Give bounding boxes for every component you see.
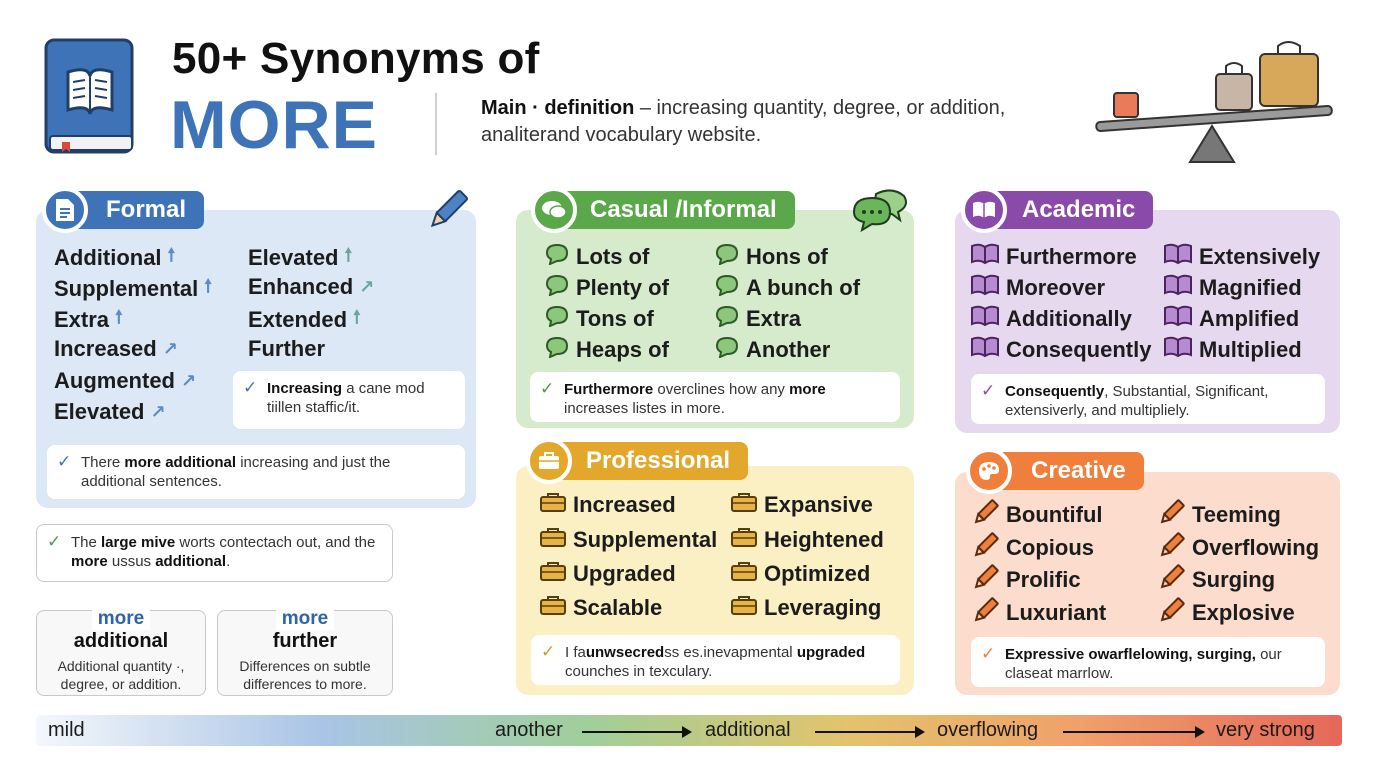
note-text: ussus [107,553,156,570]
speech-bubble-icon [714,243,740,271]
arrow-right-icon [815,731,923,733]
casual-word-text: Heaps of [576,337,669,362]
formal-word [248,243,352,273]
briefcase-small-icon [539,594,567,622]
formal-word [248,336,325,362]
creative-label-text: Creative [1031,457,1126,484]
academic-word-text: Moreover [1006,275,1106,300]
academic-word [970,274,1105,302]
formal-word-text: Elevated [248,245,339,270]
word-card-desc: Differences on subtle differences to more. [239,658,371,692]
word-card-tag: more [92,608,150,630]
academic-word-text: Multiplied [1199,337,1302,362]
note-bold: more [789,381,826,398]
formal-word-text: Supplemental [54,276,199,301]
professional-word-text: Heightened [764,527,884,552]
briefcase-small-icon [730,560,758,588]
creative-word [1158,564,1275,596]
arrow-up-icon: 🠕 [115,307,123,327]
definition-body: – increasing quantity, degree, or addition, analiterand vocabulary website. [481,97,1006,146]
formal-word [54,305,123,335]
pencil-icon [424,186,472,234]
check-icon: ✓ [540,379,555,398]
formal-word [54,399,166,425]
briefcase-small-icon [730,491,758,519]
casual-word [544,305,654,333]
note-bold: additional [155,553,227,570]
book-small-icon [970,243,1000,271]
book-icon [44,38,136,156]
professional-word [730,491,873,519]
professional-word [730,560,870,588]
casual-word-text: A bunch of [746,275,861,300]
professional-word-text: Increased [573,492,676,517]
professional-word [539,491,676,519]
casual-label [544,191,795,229]
arrow-up-right-icon: ↗ [162,338,178,359]
formal-word [248,274,374,300]
definition-text [481,95,1081,149]
casual-word [544,274,669,302]
arrow-right-icon [582,731,690,733]
book-small-icon [970,336,1000,364]
formal-inner-note [233,371,465,429]
professional-word-text: Expansive [764,492,873,517]
creative-word-text: Copious [1006,535,1094,560]
professional-word [730,594,881,622]
professional-word [539,594,662,622]
book-small-icon [1163,243,1193,271]
creative-word-text: Prolific [1006,567,1081,592]
note-text: counches in texculary. [565,663,713,680]
academic-word [1163,274,1302,302]
casual-word-text: Hons of [746,244,828,269]
creative-word [972,564,1081,596]
briefcase-small-icon [539,560,567,588]
speech-bubble-icon [544,336,570,364]
check-icon: ✓ [47,532,62,551]
book-small-icon [970,305,1000,333]
arrow-right-icon [1063,731,1203,733]
professional-word-text: Supplemental [573,527,718,552]
example-note [36,524,393,582]
formal-word-text: Extended [248,307,348,332]
creative-word [1158,499,1281,531]
speech-bubble-icon [714,336,740,364]
briefcase-small-icon [539,491,567,519]
arrow-up-right-icon: ↗ [359,276,375,297]
note-bold: large mive [101,534,176,551]
briefcase-small-icon [730,594,758,622]
scale-label-mild: mild [48,719,85,741]
creative-word [972,532,1094,564]
professional-word-text: Optimized [764,561,871,586]
pencil-small-icon [972,532,1000,564]
creative-word [1158,532,1319,564]
academic-word-text: Consequently [1006,337,1152,362]
academic-word [970,305,1132,333]
casual-word-text: Plenty of [576,275,669,300]
scale-bar-tip [1330,715,1342,746]
casual-word [714,243,828,271]
speech-bubble-icon [544,243,570,271]
academic-word-text: Amplified [1199,306,1300,331]
formal-word [54,368,196,394]
academic-word-text: Additionally [1006,306,1132,331]
briefcase-small-icon [539,526,567,554]
document-icon [42,187,88,233]
formal-word-text: Extra [54,307,110,332]
note-text: overclines how any [653,381,790,398]
note-text: increasing and just the additional sentences. [81,454,391,490]
pencil-small-icon [1158,532,1186,564]
formal-word [54,274,212,304]
check-icon: ✓ [57,452,72,471]
creative-word-text: Overflowing [1192,535,1320,560]
casual-word-text: Another [746,337,831,362]
casual-word [544,243,649,271]
pencil-small-icon [1158,597,1186,629]
book-small-icon [970,274,1000,302]
arrow-up-icon: 🠕 [167,245,176,265]
chat-icon [531,187,577,233]
creative-word [972,499,1103,531]
word-card-further [217,610,393,696]
definition-label: Main · definition [481,97,635,119]
scale-label-another: another [495,719,563,741]
formal-word-text: Further [248,336,325,361]
arrow-up-right-icon: ↗ [181,370,197,391]
academic-label-text: Academic [1022,196,1136,223]
academic-word [970,336,1151,364]
note-bold: more additional [124,454,237,471]
pencil-small-icon [972,564,1000,596]
note-text: a cane mod tiillen staffic/it. [267,380,425,416]
page-title: 50+ Synonyms of [172,34,540,83]
note-text: increases listes in more. [564,400,725,417]
open-book-icon [961,187,1007,233]
formal-label-text: Formal [106,196,187,223]
pencil-small-icon [1158,499,1186,531]
casual-word-text: Lots of [576,244,650,269]
academic-word-text: Magnified [1199,275,1302,300]
formal-word-text: Increased [54,336,157,361]
creative-word-text: Surging [1192,567,1276,592]
creative-word-text: Luxuriant [1006,600,1107,625]
pencil-small-icon [972,499,1000,531]
professional-note [531,635,900,685]
note-bold: owarflelowing, surging, [1088,646,1256,663]
casual-word-text: Extra [746,306,802,331]
note-bold: Furthermore [564,381,654,398]
creative-word-text: Teeming [1192,502,1281,527]
casual-word [714,305,801,333]
formal-word [54,336,178,362]
speech-bubble-icon [544,305,570,333]
professional-word-text: Leveraging [764,595,882,620]
academic-word [1163,305,1299,333]
arrow-up-icon: 🠕 [204,276,212,296]
note-text: The [71,534,102,551]
professional-label-text: Professional [586,447,731,474]
casual-word [544,336,669,364]
speech-bubble-icon [714,274,740,302]
briefcase-small-icon [730,526,758,554]
creative-note [971,637,1325,687]
academic-word [1163,243,1320,271]
briefcase-icon [526,438,572,484]
chat-bubbles-icon [850,188,908,234]
professional-word [730,526,884,554]
creative-word [1158,597,1295,629]
academic-word [1163,336,1302,364]
note-text: ss es.inevapmental [664,644,797,661]
formal-word [54,243,175,273]
casual-word-text: Tons of [576,306,654,331]
academic-word-text: Furthermore [1006,244,1137,269]
note-bold: upgraded [796,644,866,661]
note-bold: unwsecred [585,644,665,661]
balance-scale-icon [1092,38,1336,166]
check-icon: ✓ [981,644,996,663]
note-text: worts contectach out, and the [175,534,376,551]
academic-word-text: Extensively [1199,244,1321,269]
palette-icon [966,448,1012,494]
formal-word-text: Augmented [54,368,175,393]
academic-note [971,374,1325,424]
scale-label-very-strong: very strong [1216,719,1315,741]
note-bold: Increasing [267,380,343,397]
note-text: , Substantial, Significant, extensiverly, and multipliely. [1005,383,1269,419]
academic-word [970,243,1137,271]
professional-word [539,560,676,588]
word-card-desc: Additional quantity ·, degree, or addition. [57,658,185,692]
note-text: I fa [565,644,586,661]
note-text: our claseat marrlow. [1005,646,1282,682]
creative-word [972,597,1106,629]
formal-word [248,305,361,335]
word-card-tag: more [276,608,334,630]
scale-label-overflowing: overflowing [937,719,1039,741]
speech-bubble-icon [544,274,570,302]
header-divider [435,93,437,155]
creative-word-text: Bountiful [1006,502,1103,527]
word-card-additional [36,610,206,696]
book-small-icon [1163,305,1193,333]
check-icon: ✓ [541,642,556,661]
check-icon: ✓ [243,378,258,397]
formal-note [47,445,465,499]
word-card-word: additional [73,630,169,652]
professional-word [539,526,717,554]
speech-bubble-icon [714,305,740,333]
page-title-keyword: MORE [170,87,378,163]
arrow-up-icon: 🠕 [353,307,361,327]
creative-word-text: Explosive [1192,600,1295,625]
book-small-icon [1163,274,1193,302]
arrow-up-icon: 🠕 [344,245,353,265]
formal-word-text: Enhanced [248,274,354,299]
note-bold: Consequently [1005,383,1105,400]
book-small-icon [1163,336,1193,364]
casual-word [714,274,860,302]
note-text: . [226,553,231,570]
formal-word-text: Elevated [54,399,145,424]
note-bold: Expressive [1005,646,1085,663]
pencil-small-icon [1158,564,1186,596]
note-bold: more [71,553,108,570]
note-text: There [81,454,125,471]
professional-word-text: Scalable [573,595,663,620]
formal-word-text: Additional [54,245,162,270]
casual-label-text: Casual /Informal [590,196,777,223]
check-icon: ✓ [981,381,996,400]
casual-note [530,372,900,422]
word-card-word: further [272,630,338,652]
arrow-up-right-icon: ↗ [150,401,166,422]
pencil-small-icon [972,597,1000,629]
professional-word-text: Upgraded [573,561,676,586]
scale-label-additional: additional [705,719,791,741]
casual-word [714,336,830,364]
